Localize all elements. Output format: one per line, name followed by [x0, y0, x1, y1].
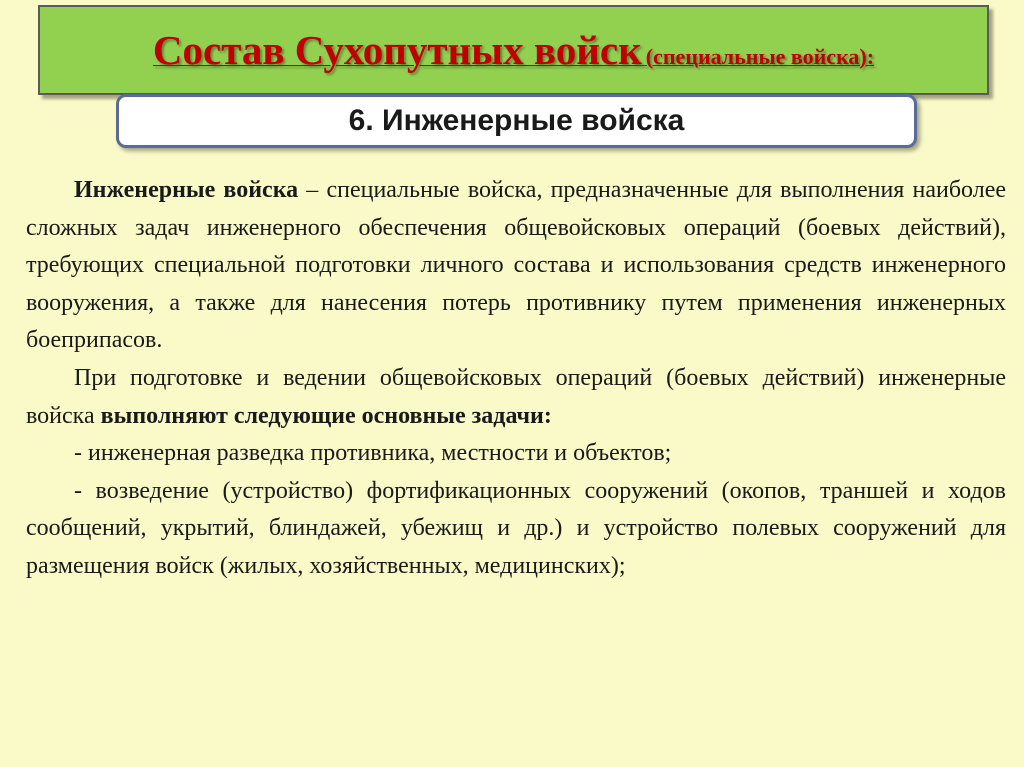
- slide-title-sub: (специальные войска):: [645, 44, 875, 69]
- body-text: [26, 172, 1006, 586]
- title-banner: [38, 5, 989, 95]
- tasks-intro-bold: выполняют следующие основные задачи:: [100, 402, 552, 429]
- definition-text: – специальные войска, предназначенные для выполнения наиболее сложных задач инженерного обеспечения общевойсковых операций (боевых действий), требующих специальной подготовки личного состава и использования средств инженерного вооружения, а также для нанесения потерь противнику путем применения инженерных боеприпасов.: [26, 177, 1006, 354]
- section-heading-box: [116, 94, 917, 148]
- section-heading: 6. Инженерные войска: [348, 104, 685, 137]
- task-item: - возведение (устройство) фортификационных сооружений (окопов, траншей и ходов сообщений, укрытий, блиндажей, убежищ и др.) и устройство полевых сооружений для размещения войск (жилых, хозяйственных, медицинских);: [26, 477, 1006, 579]
- definition-paragraph: [26, 172, 1006, 360]
- task-item: - инженерная разведка противника, местности и объектов;: [74, 440, 672, 467]
- definition-term: Инженерные войска: [74, 177, 299, 203]
- tasks-intro-text: При подготовке и ведении общевойсковых операций (боевых действий) инженерные войска: [26, 364, 1006, 429]
- slide-title-main: Состав Сухопутных войск: [152, 27, 642, 73]
- tasks-intro-paragraph: [26, 360, 1006, 435]
- slide-title: [153, 26, 874, 74]
